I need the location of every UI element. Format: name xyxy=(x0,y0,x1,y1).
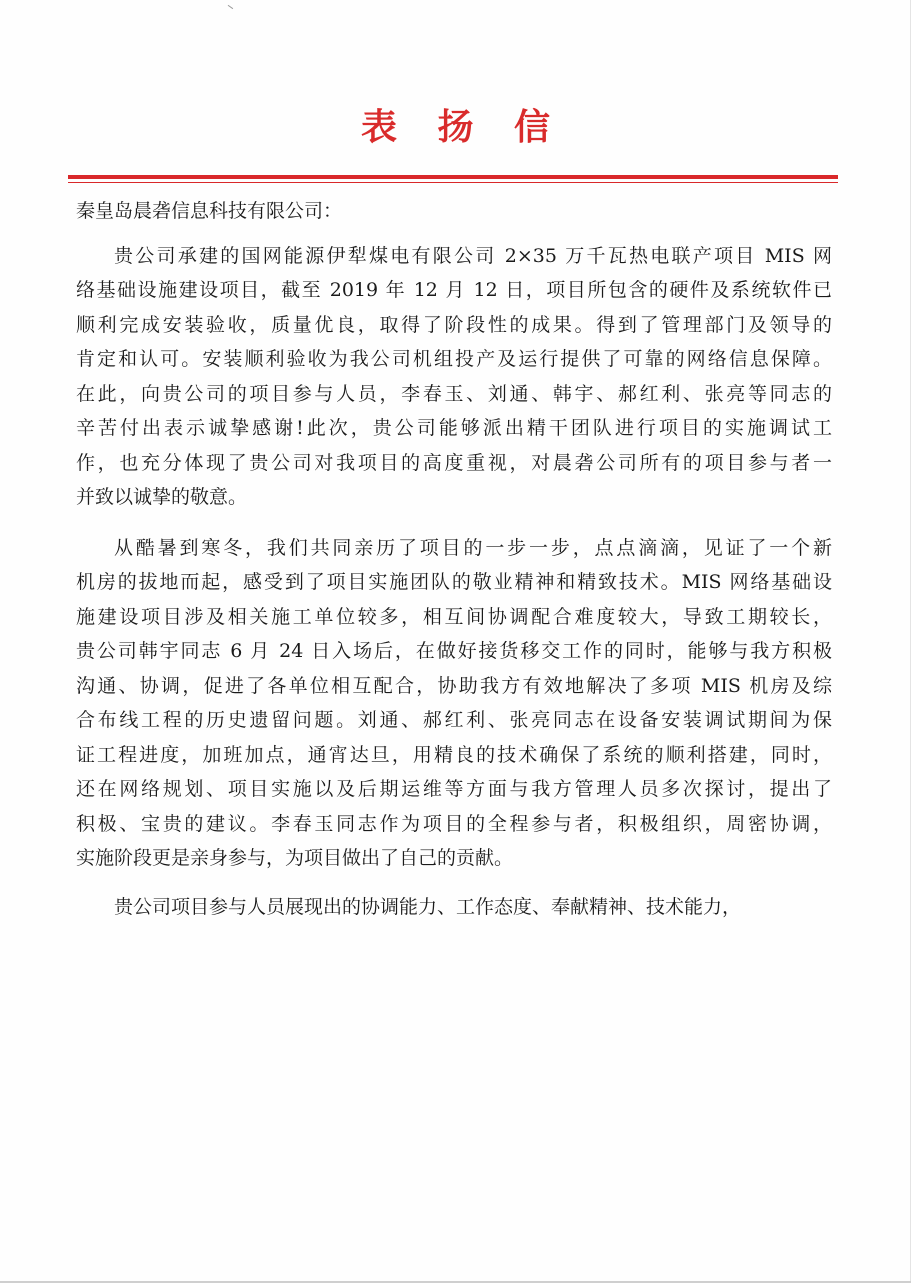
text-line: 证工程进度，加班加点，通宵达旦，用精良的技术确保了系统的顺利搭建，同时， xyxy=(76,743,832,766)
text-line: 作，也充分体现了贵公司对我项目的高度重视，对晨砻公司所有的项目参与者一 xyxy=(76,451,832,474)
text-line: 肯定和认可。安装顺利验收为我公司机组投产及运行提供了可靠的网络信息保障。 xyxy=(76,348,832,370)
text-line: 在此，向贵公司的项目参与人员，李春玉、刘通、韩宇、郝红利、张亮等同志的 xyxy=(76,382,832,405)
paragraph xyxy=(76,531,832,876)
text-line: 施建设项目涉及相关施工单位较多，相互间协调配合难度较大，导致工期较长， xyxy=(76,605,832,628)
header-rule-thick xyxy=(68,175,838,179)
letter-body xyxy=(76,194,832,924)
text-line: 实施阶段更是亲身参与，为项目做出了自己的贡献。 xyxy=(76,847,514,869)
text-line: 络基础设施建设项目，截至 2019 年 12 月 12 日，项目所包含的硬件及系统软件已 xyxy=(76,279,832,301)
text-line: 并致以诚挚的敬意。 xyxy=(76,486,248,508)
text-line: 从酷暑到寒冬，我们共同亲历了项目的一步一步，点点滴滴，见证了一个新 xyxy=(114,536,832,559)
text-line: 积极、宝贵的建议。李春玉同志作为项目的全程参与者，积极组织，周密协调， xyxy=(76,812,832,835)
text-line: 顺利完成安装验收，质量优良，取得了阶段性的成果。得到了管理部门及领导的 xyxy=(76,313,832,336)
text-line: 辛苦付出表示诚挚感谢!此次，贵公司能够派出精干团队进行项目的实施调试工 xyxy=(76,417,832,439)
text-line: 沟通、协调，促进了各单位相互配合，协助我方有效地解决了多项 MIS 机房及综 xyxy=(76,674,832,697)
scan-mark xyxy=(225,5,233,13)
header-rule-thin xyxy=(68,182,838,183)
text-line: 机房的拔地而起，感受到了项目实施团队的敬业精神和精致技术。MIS 网络基础设 xyxy=(76,571,832,593)
text-line: 贵公司韩宇同志 6 月 24 日入场后，在做好接货移交工作的同时，能够与我方积极 xyxy=(76,640,832,662)
text-line: 还在网络规划、项目实施以及后期运维等方面与我方管理人员多次探讨，提出了 xyxy=(76,778,832,800)
text-line: 合布线工程的历史遗留问题。刘通、郝红利、张亮同志在设备安装调试期间为保 xyxy=(76,709,832,731)
paragraph xyxy=(76,239,832,515)
letter-title: 表 扬 信 xyxy=(360,107,565,148)
text-line: 贵公司承建的国网能源伊犁煤电有限公司 2×35 万千瓦热电联产项目 MIS 网 xyxy=(114,244,832,267)
salutation: 秦皇岛晨砻信息科技有限公司： xyxy=(76,200,343,222)
paragraph xyxy=(76,890,832,925)
text-line: 贵公司项目参与人员展现出的协调能力、工作态度、奉献精神、技术能力， xyxy=(114,895,742,918)
